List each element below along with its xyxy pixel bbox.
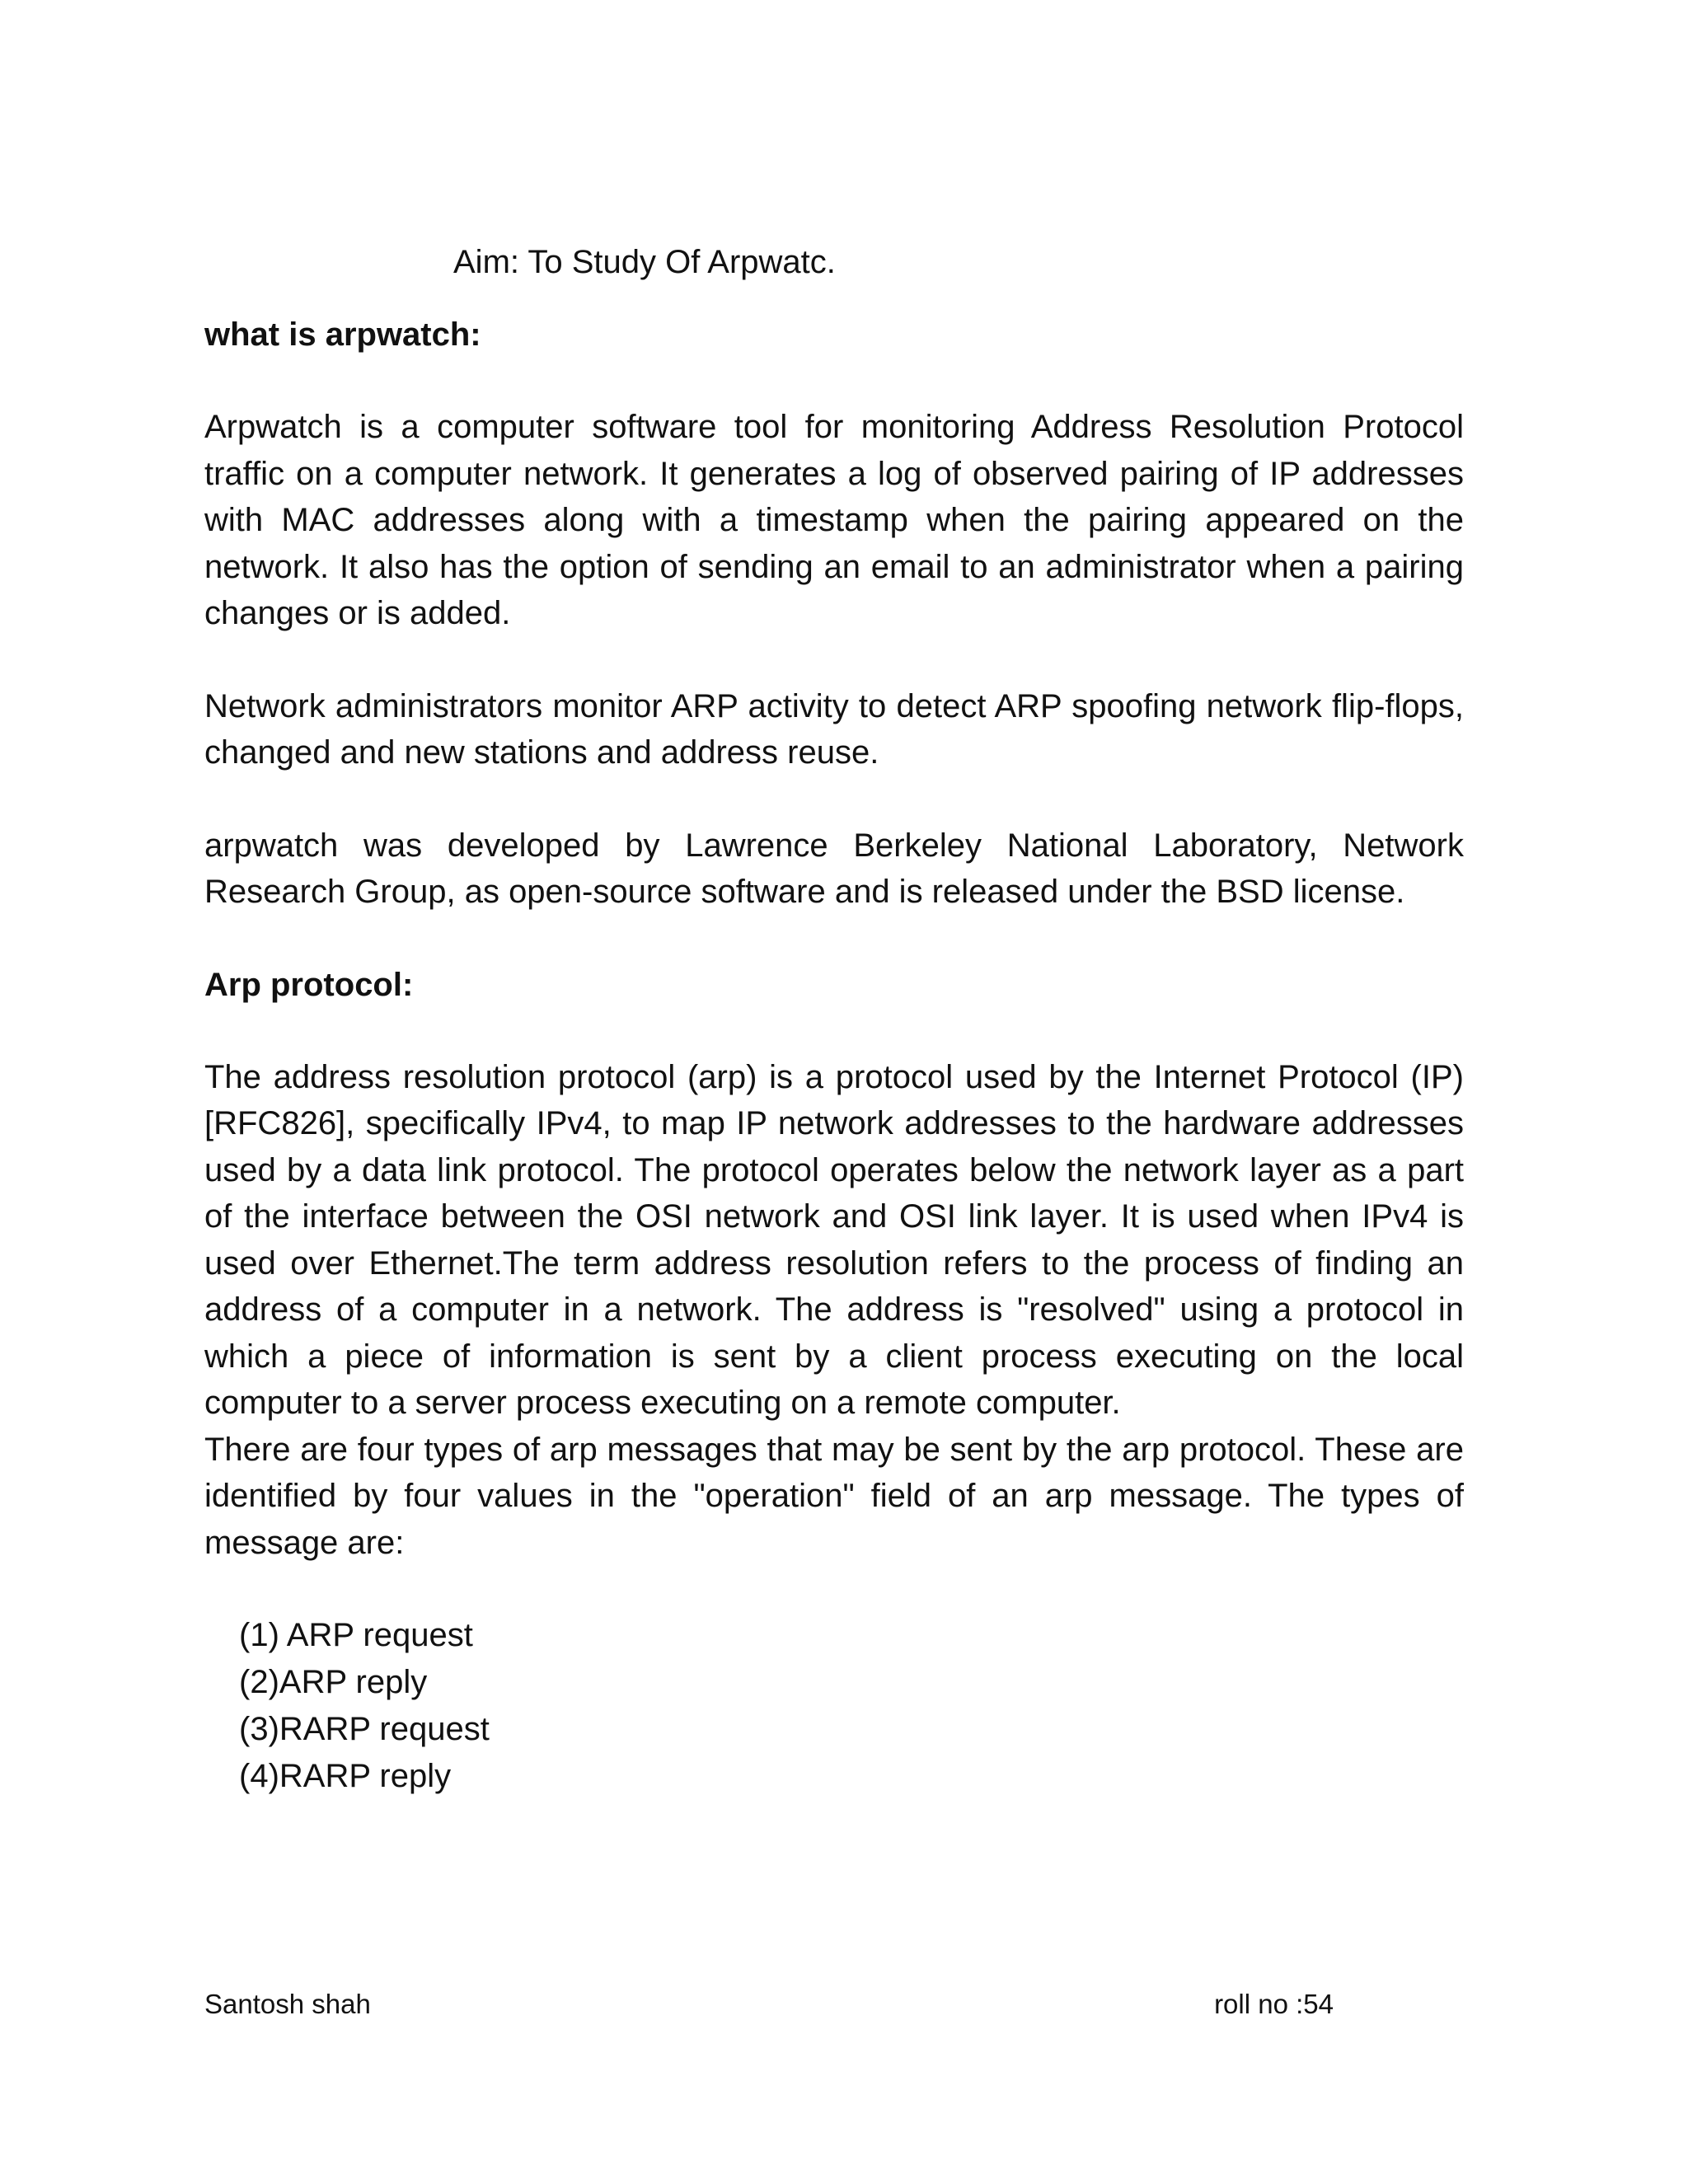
list-item: (1) ARP request (239, 1617, 473, 1653)
document-body (204, 239, 1464, 1800)
footer-author: Santosh shah (204, 1989, 371, 2019)
footer-roll-number: roll no :54 (1214, 1989, 1334, 2019)
paragraph-arp-activity: Network administrators monitor ARP activity to detect ARP spoofing network flip-flops, changed and new stations and address reuse. (204, 687, 1464, 771)
list-item: (4)RARP reply (239, 1758, 452, 1794)
list-item: (3)RARP request (239, 1711, 490, 1747)
aim-line: Aim: To Study Of Arpwatc. (453, 244, 836, 280)
heading-what-is-arpwatch: what is arpwatch: (204, 316, 481, 353)
heading-arp-protocol: Arp protocol: (204, 966, 414, 1003)
list-item: (2)ARP reply (239, 1664, 428, 1700)
paragraph-arpwatch-origin: arpwatch was developed by Lawrence Berkeley National Laboratory, Network Research Group, as open-source software and is released under the BSD license. (204, 827, 1464, 910)
paragraph-arpwatch-definition: Arpwatch is a computer software tool for monitoring Address Resolution Protocol traffic on a computer network. It generates a log of observed pairing of IP addresses with MAC addresses along with a timestamp when the pairing appeared on the network. It also has the option of sending an email to an administrator when a pairing changes or is added. (204, 409, 1464, 631)
paragraph-arp-definition: The address resolution protocol (arp) is a protocol used by the Internet Protocol (IP) [RFC826], specifically IPv4, to map IP network addresses to the hardware addresses used by a data link protocol. The protocol operates below the network layer as a part of the interface between the OSI network and OSI link layer. It is used when IPv4 is used over Ethernet.The term address resolution refers to the process of finding an address of a computer in a network. The address is "resolved" using a protocol in which a piece of information is sent by a client process executing on the local computer to a server process executing on a remote computer. (204, 1058, 1464, 1421)
paragraph-arp-message-types: There are four types of arp messages that may be sent by the arp protocol. These are identified by four values in the "operation" field of an arp message. The types of message are: (204, 1431, 1464, 1561)
message-type-list (239, 1612, 1464, 1800)
